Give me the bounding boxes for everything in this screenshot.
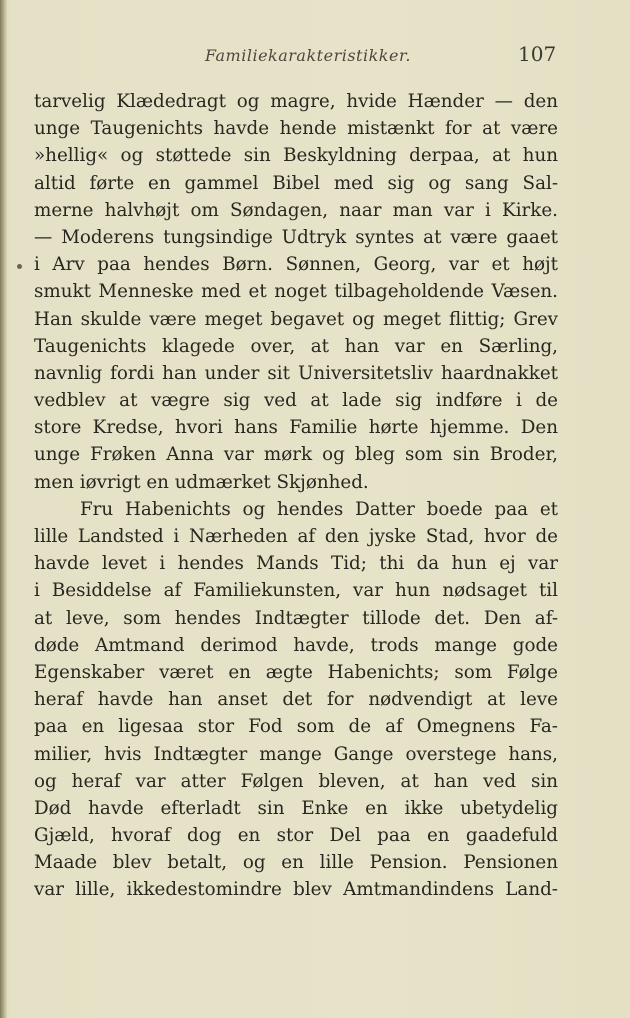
text-line: Død havde efterladt sin Enke en ikke ubetydelig [34, 797, 558, 819]
text-line: i Besiddelse af Familiekunsten, var hun nødsaget til [34, 580, 558, 602]
text-line: Han skulde være meget begavet og meget flittig; Grev [34, 308, 558, 330]
text-line: Fru Habenichts og hendes Datter boede paa et [80, 498, 558, 520]
text-line: heraf havde han anset det for nødvendigt at leve [34, 689, 558, 711]
text-line: havde levet i hendes Mands Tid; thi da hun ej var [34, 553, 558, 575]
text-line: — Moderens tungsindige Udtryk syntes at være gaaet [34, 226, 558, 248]
text-line: i Arv paa hendes Børn. Sønnen, Georg, var et højt [34, 254, 558, 276]
text-line: unge Taugenichts havde hende mistænkt for at være [34, 118, 558, 140]
text-line: Gjæld, hvoraf dog en stor Del paa en gaadefuld [34, 825, 558, 847]
text-line: tarvelig Klædedragt og magre, hvide Hænder — den [34, 91, 558, 112]
page-gutter [0, 0, 7, 1018]
running-title: Familiekarakteristikker. [205, 46, 411, 65]
text-line: døde Amtmand derimod havde, trods mange gode [34, 634, 558, 656]
text-line: paa en ligesaa stor Fod som de af Omegnens Fa- [34, 716, 558, 738]
text-line: navnlig fordi han under sit Universitetsliv haardnakket [34, 362, 558, 384]
text-line: altid førte en gammel Bibel med sig og sang Sal- [34, 172, 558, 194]
text-line: »hellig« og støttede sin Beskyldning derpaa, at hun [34, 145, 558, 167]
text-line: store Kredse, hvori hans Familie hørte hjemme. Den [34, 417, 558, 439]
text-line: lille Landsted i Nærheden af den jyske Stad, hvor de [34, 526, 558, 547]
text-line: var lille, ikkedestomindre blev Amtmandindens Land- [34, 879, 558, 901]
text-line: Maade blev betalt, og en lille Pension. Pensionen [34, 852, 558, 874]
text-line: smukt Menneske med et noget tilbageholdende Væsen. [34, 281, 558, 303]
page-number: 107 [518, 42, 557, 66]
text-line: Taugenichts klagede over, at han var en Særling, [34, 335, 558, 357]
text-line: men iøvrigt en udmærket Skjønhed. [34, 471, 369, 493]
text-line: og heraf var atter Følgen bleven, at han ved sin [34, 770, 558, 792]
text-line: Egenskaber været en ægte Habenichts; som Følge [34, 661, 558, 683]
running-head [0, 42, 630, 74]
text-line: milier, hvis Indtægter mange Gange overstege hans, [34, 743, 558, 765]
text-line: vedblev at vægre sig ved at lade sig indføre i de [34, 390, 558, 412]
margin-mark [17, 264, 22, 269]
text-line: at leve, som hendes Indtægter tillode det. Den af- [34, 607, 558, 629]
text-line: unge Frøken Anna var mørk og bleg som sin Broder, [34, 444, 558, 466]
text-line: merne halvhøjt om Søndagen, naar man var i Kirke. [34, 199, 558, 221]
body-text [34, 88, 558, 904]
